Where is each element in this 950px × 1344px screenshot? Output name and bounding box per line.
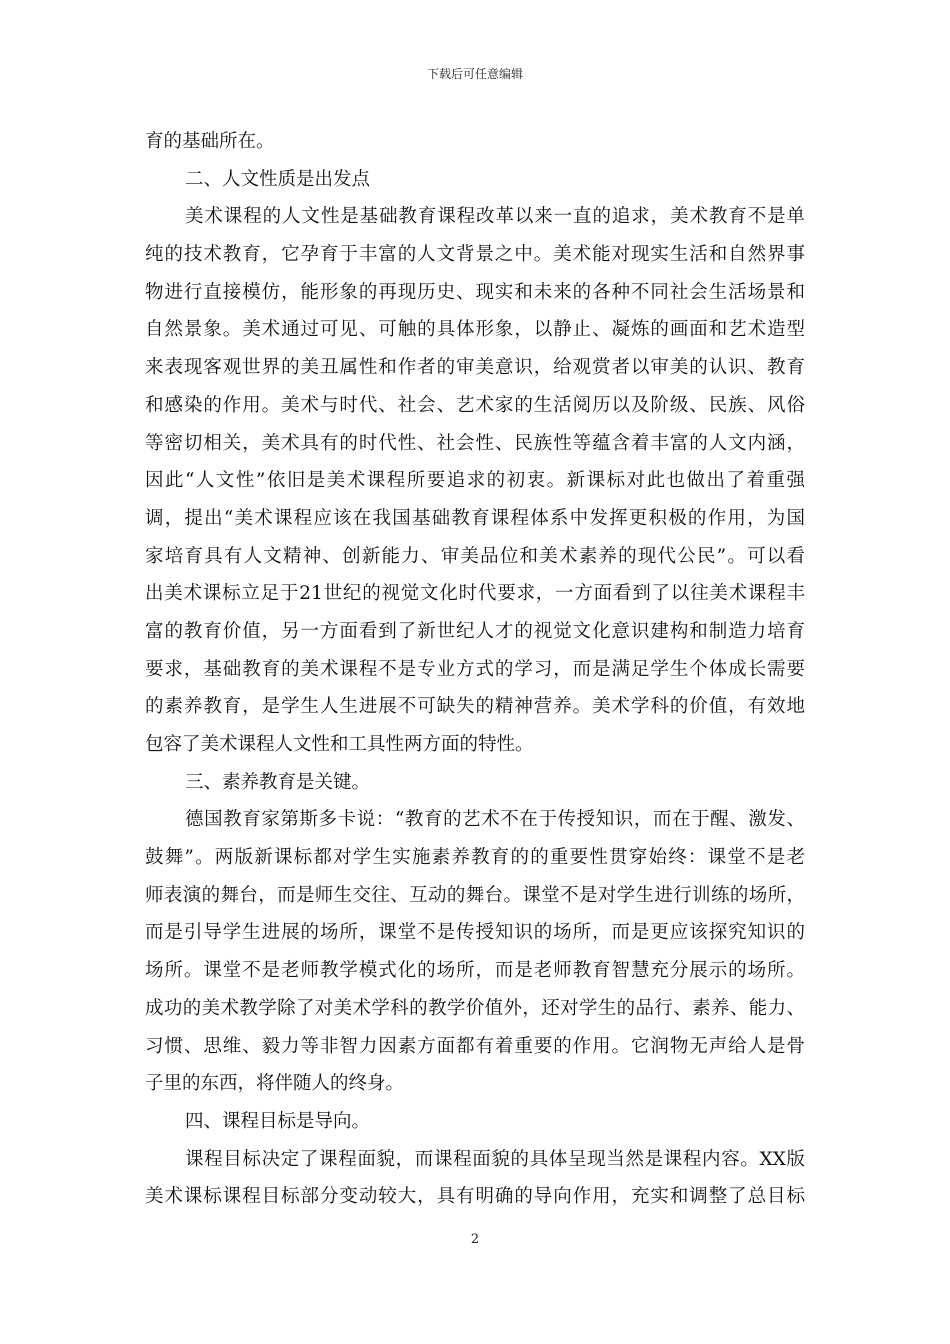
text-line: 习惯、思维、毅力等非智力因素方面都有着重要的作用。它润物无声给人是骨 xyxy=(145,1035,805,1057)
text-line: 调，提出“美术课程应该在我国基础教育课程体系中发挥更积极的作用，为国 xyxy=(145,507,805,529)
text-line: 物进行直接模仿，能形象的再现历史、现实和未来的各种不同社会生活场景和 xyxy=(145,281,805,303)
text-line: 三、素养教育是关键。 xyxy=(185,771,371,793)
text-line: 包容了美术课程人文性和工具性两方面的特性。 xyxy=(145,734,534,755)
text-line: 德国教育家第斯多卡说：“教育的艺术不在于传授知识，而在于醒、激发、 xyxy=(185,809,805,831)
text-line: 等密切相关，美术具有的时代性、社会性、民族性等蕴含着丰富的人文内涵， xyxy=(145,432,805,454)
text-line: 而是引导学生进展的场所，课堂不是传授知识的场所，而是更应该探究知识的 xyxy=(145,922,805,944)
text-line: 出美术课标立足于21世纪的视觉文化时代要求，一方面看到了以往美术课程丰 xyxy=(145,583,805,605)
text-line: 师表演的舞台，而是师生交往、互动的舞台。课堂不是对学生进行训练的场所， xyxy=(145,884,805,906)
text-line: 鼓舞”。两版新课标都对学生实施素养教育的的重要性贯穿始终：课堂不是老 xyxy=(145,847,805,869)
text-line: 场所。课堂不是老师教学模式化的场所，而是老师教育智慧充分展示的场所。 xyxy=(145,960,805,982)
text-line: 因此“人文性”依旧是美术课程所要追求的初衷。新课标对此也做出了着重强 xyxy=(145,470,805,492)
text-line: 家培育具有人文精神、创新能力、审美品位和美术素养的现代公民”。可以看 xyxy=(145,545,805,567)
text-line: 来表现客观世界的美丑属性和作者的审美意识，给观赏者以审美的认识、教育 xyxy=(145,357,805,379)
text-line: 富的教育价值，另一方面看到了新世纪人才的视觉文化意识建构和制造力培育 xyxy=(145,620,805,642)
text-line: 成功的美术教学除了对美术学科的教学价值外，还对学生的品行、素养、能力、 xyxy=(145,997,805,1019)
text-line: 美术课标课程目标部分变动较大，具有明确的导向作用，充实和调整了总目标 xyxy=(145,1186,805,1208)
text-line: 子里的东西，将伴随人的终身。 xyxy=(145,1073,405,1095)
document-body xyxy=(145,123,805,1216)
text-line: 的素养教育，是学生人生进展不可缺失的精神营养。美术学科的价值，有效地 xyxy=(145,696,805,718)
text-line: 和感染的作用。美术与时代、社会、艺术家的生活阅历以及阶级、民族、风俗 xyxy=(145,394,805,416)
text-line: 要求，基础教育的美术课程不是专业方式的学习，而是满足学生个体成长需要 xyxy=(145,658,805,680)
text-line: 课程目标决定了课程面貌，而课程面貌的具体呈现当然是课程内容。XX版 xyxy=(185,1148,805,1170)
page-number: 2 xyxy=(470,1232,480,1247)
text-line: 二、人文性质是出发点 xyxy=(185,168,371,190)
text-line: 纯的技术教育，它孕育于丰富的人文背景之中。美术能对现实生活和自然界事 xyxy=(145,244,805,266)
text-line: 美术课程的人文性是基础教育课程改革以来一直的追求，美术教育不是单 xyxy=(185,206,805,228)
text-line: 四、课程目标是导向。 xyxy=(185,1110,371,1132)
page-header: 下载后可任意编辑 xyxy=(426,67,523,81)
text-line: 育的基础所在。 xyxy=(145,131,275,152)
text-line: 自然景象。美术通过可见、可触的具体形象，以静止、凝炼的画面和艺术造型 xyxy=(145,319,805,341)
